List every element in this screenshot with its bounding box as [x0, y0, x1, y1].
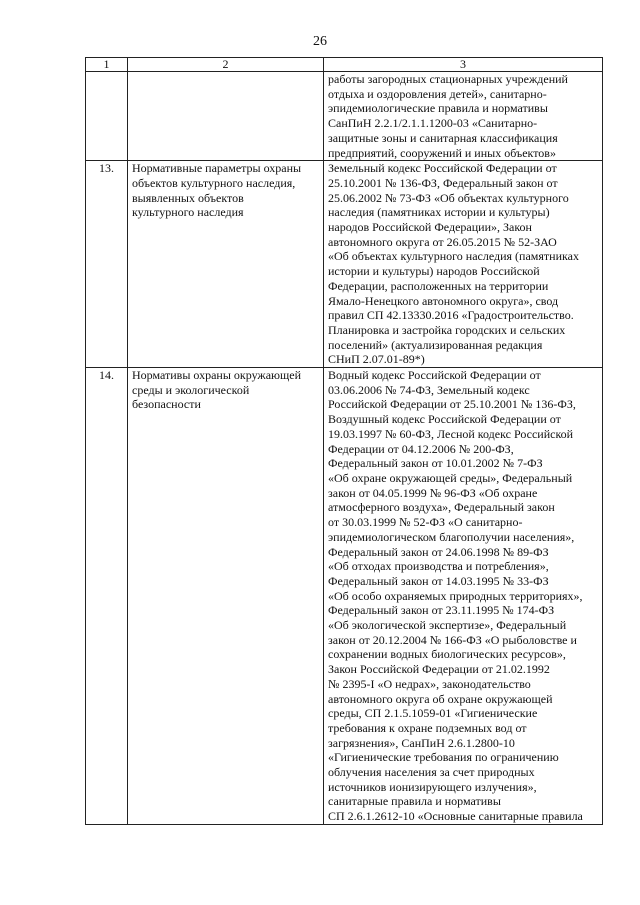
table-header-row	[86, 58, 603, 72]
table-row	[86, 161, 603, 368]
header-col-2: 2	[128, 58, 324, 72]
norm-name	[128, 72, 324, 161]
row-number: 14.	[86, 368, 128, 825]
table-row	[86, 72, 603, 161]
regulations-table	[85, 57, 603, 825]
header-col-1: 1	[86, 58, 128, 72]
header-col-3: 3	[324, 58, 603, 72]
row-number	[86, 72, 128, 161]
norm-name: Нормативные параметры охраны объектов культурного наследия, выявленных объектов культурного наследия	[128, 161, 324, 368]
legal-basis: работы загородных стационарных учреждений отдыха и оздоровления детей», санитарно- эпидемиологические правила и нормативы СанПиН 2.2.1/2.1.1.1200-03 «Санитарно- защитные зоны и санитарная классификация предприятий, сооружений и иных объектов»	[324, 72, 603, 161]
table-row	[86, 368, 603, 825]
norm-name: Нормативы охраны окружающей среды и экологической безопасности	[128, 368, 324, 825]
page-number: 26	[313, 34, 327, 49]
legal-basis: Водный кодекс Российской Федерации от 03.06.2006 № 74-ФЗ, Земельный кодекс Российской Федерации от 25.10.2001 № 136-ФЗ, Воздушный кодекс Российской Федерации от 19.03.1997 № 60-ФЗ, Лесной кодекс Российской Федерации от 04.12.2006 № 200-ФЗ, Федеральный закон от 10.01.2002 № 7-ФЗ «Об охране окружающей среды», Федеральный закон от 04.05.1999 № 96-ФЗ «Об охране атмосферного воздуха», Федеральный закон от 30.03.1999 № 52-ФЗ «О санитарно- эпидемиологическом благополучии населения», Федеральный закон от 24.06.1998 № 89-ФЗ «Об отходах производства и потребления», Федеральный закон от 14.03.1995 № 33-ФЗ «Об особо охраняемых природных территориях», Федеральный закон от 23.11.1995 № 174-ФЗ «Об экологической экспертизе», Федеральный закон от 20.12.2004 № 166-ФЗ «О рыболовстве и сохранении водных биологических ресурсов», Закон Российской Федерации от 21.02.1992 № 2395-I «О недрах», законодательство автономного округа об охране окружающей среды, СП 2.1.5.1059-01 «Гигиенические требования к охране подземных вод от загрязнения», СанПиН 2.6.1.2800-10 «Гигиенические требования по ограничению облучения населения за счет природных источников ионизирующего излучения», санитарные правила и нормативы СП 2.6.1.2612-10 «Основные санитарные правила	[324, 368, 603, 825]
legal-basis: Земельный кодекс Российской Федерации от 25.10.2001 № 136-ФЗ, Федеральный закон от 25.06.2002 № 73-ФЗ «Об объектах культурного наследия (памятниках истории и культуры) народов Российской Федерации», Закон автономного округа от 26.05.2015 № 52-ЗАО «Об объектах культурного наследия (памятниках истории и культуры) народов Российской Федерации, расположенных на территории Ямало-Ненецкого автономного округа», свод правил СП 42.13330.2016 «Градостроительство. Планировка и застройка городских и сельских поселений» (актуализированная редакция СНиП 2.07.01-89*)	[324, 161, 603, 368]
row-number: 13.	[86, 161, 128, 368]
